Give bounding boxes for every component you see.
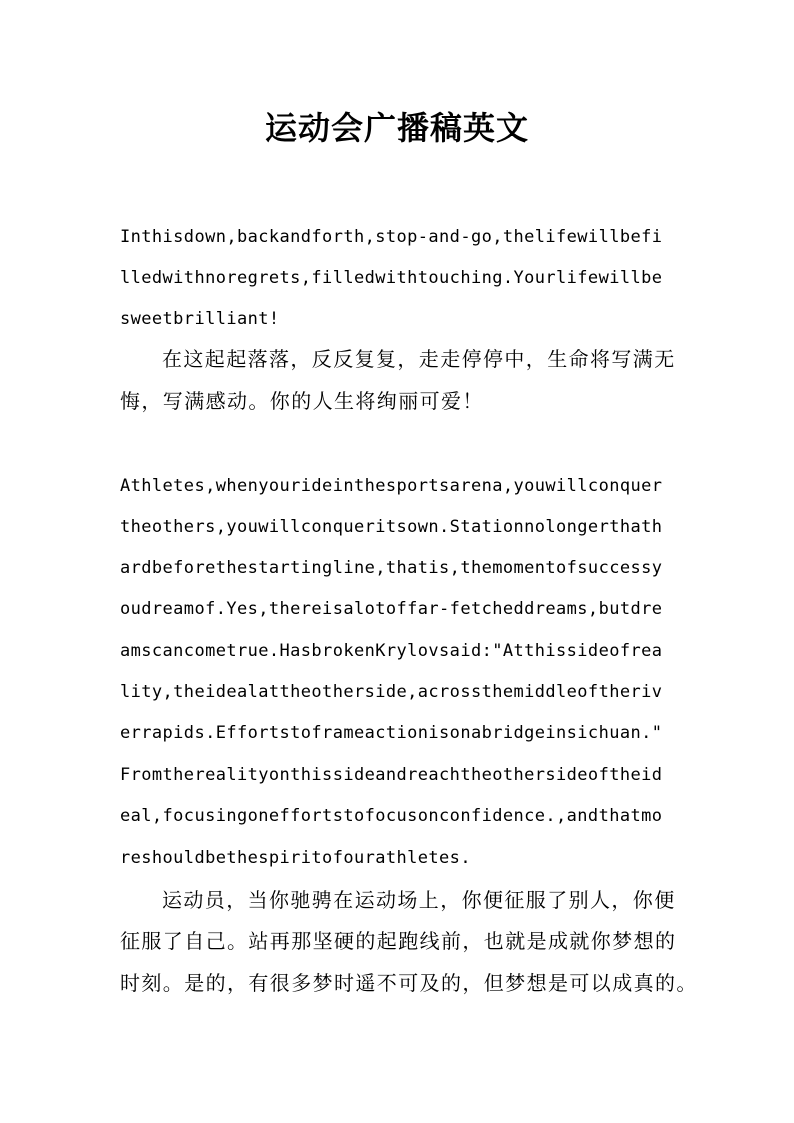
document-title: 运动会广播稿英文 bbox=[264, 109, 529, 147]
paragraph2-en-line-8: Fromtherealityonthissideandreachtheothersideoftheid bbox=[120, 765, 663, 785]
paragraph2-en-line-3: ardbeforethestartingline,thatis,themomentofsuccessy bbox=[120, 558, 663, 578]
paragraph2-cn-line-1: 运动员，当你驰骋在运动场上，你便征服了别人，你便 bbox=[162, 888, 676, 912]
paragraph1-cn-line-1: 在这起起落落，反反复复，走走停停中，生命将写满无 bbox=[162, 347, 676, 371]
paragraph2-en-line-6: lity,theidealattheotherside,acrossthemiddleoftheriv bbox=[120, 682, 663, 702]
paragraph2-en-line-5: amscancometrue.HasbrokenKrylovsaid:"Atthissideofrea bbox=[120, 641, 663, 661]
paragraph1-en-line-3: sweetbrilliant! bbox=[120, 309, 280, 329]
paragraph2-en-line-7: errapids.Effortstoframeactionisonabridgeinsichuan." bbox=[120, 723, 663, 743]
paragraph1-cn-line-2: 悔，写满感动。你的人生将绚丽可爱！ bbox=[120, 389, 484, 413]
paragraph2-en-line-1: Athletes,whenyourideinthesportsarena,youwillconquer bbox=[120, 476, 663, 496]
paragraph2-en-line-4: oudreamof.Yes,thereisalotoffar-fetcheddreams,butdre bbox=[120, 599, 663, 619]
paragraph2-en-line-10: reshouldbethespiritofourathletes. bbox=[120, 848, 471, 868]
paragraph2-en-line-9: eal,focusingoneffortstofocusonconfidence.,andthatmo bbox=[120, 806, 663, 826]
paragraph2-en-line-2: theothers,youwillconqueritsown.Stationnolongerthath bbox=[120, 517, 663, 537]
paragraph2-cn-line-3: 时刻。是的，有很多梦时遥不可及的，但梦想是可以成真的。 bbox=[120, 971, 698, 995]
paragraph1-en-line-2: lledwithnoregrets,filledwithtouching.Yourlifewillbe bbox=[120, 268, 663, 288]
paragraph2-cn-line-2: 征服了自己。站再那坚硬的起跑线前，也就是成就你梦想的 bbox=[120, 929, 677, 953]
paragraph1-en-line-1: Inthisdown,backandforth,stop-and-go,thelifewillbefi bbox=[120, 227, 663, 247]
